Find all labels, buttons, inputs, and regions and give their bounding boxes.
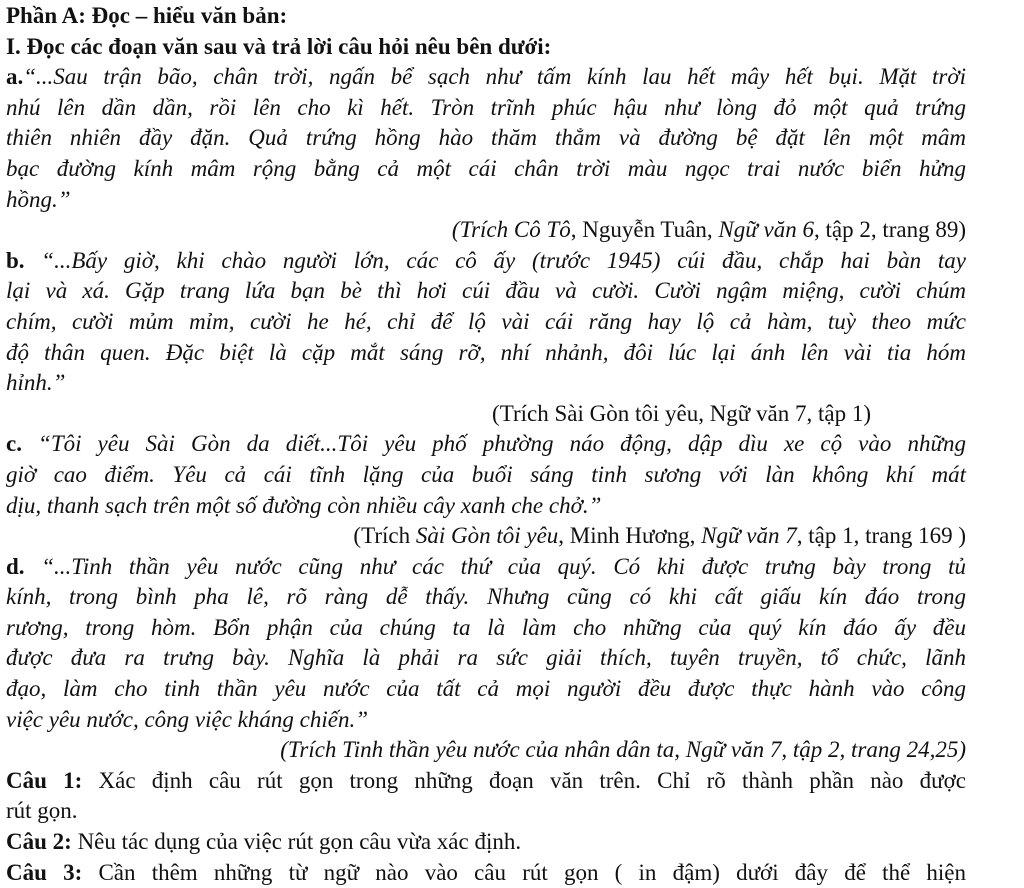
passage-b (6, 246, 966, 430)
passage-line: chím, cười mủm mỉm, cười he hé, chỉ để lộ vài cái răng hay lộ cả hàm, tuỳ theo mức (6, 308, 966, 334)
passage-line: rương, trong hòm. Bổn phận của chúng ta là làm cho những của quý kín đáo ấy đều (6, 614, 966, 640)
passage-line: giờ cao điểm. Yêu cả cái tĩnh lặng của buổi sáng tinh sương với làn không khí mát (6, 461, 966, 487)
question-label: Câu 2: (6, 829, 72, 855)
question-line: Câu 2: Nêu tác dụng của việc rút gọn câu vừa xác định. (6, 829, 522, 855)
passage-label: b. (6, 247, 25, 273)
document-page (6, 0, 966, 885)
source-citation: (Trích Sài Gòn tôi yêu, Minh Hương, Ngữ văn 7, tập 1, trang 169 ) (353, 523, 966, 549)
passage-line: được đưa ra trưng bày. Nghĩa là phải ra sức giải thích, tuyên truyền, tổ chức, lãnh (6, 645, 966, 671)
question-line: Câu 3: Cần thêm những từ ngữ nào vào câu rút gọn ( in đậm) dưới đây để thể hiện (6, 859, 966, 885)
passage-a (6, 62, 966, 246)
question-label: Câu 3: (6, 859, 83, 885)
question-3 (6, 858, 966, 885)
question-line: rút gọn. (6, 798, 78, 824)
passage-line: d. “...Tinh thần yêu nước cũng như các thứ của quý. Có khi được trưng bày trong tủ (6, 553, 966, 579)
passage-line: lại và xá. Gặp trang lứa bạn bè thì hơi cúi đầu và cười. Cười ngậm miệng, cười chúm (6, 278, 966, 304)
passage-line: độ thân quen. Đặc biệt là cặp mắt sáng rỡ, nhí nhảnh, đôi lúc lại ánh lên vài tia hóm (6, 339, 966, 365)
question-line: Câu 1: Xác định câu rút gọn trong những đoạn văn trên. Chỉ rõ thành phần nào được (6, 767, 966, 793)
passage-line: a.“...Sau trận bão, chân trời, ngấn bể sạch như tấm kính lau hết mây hết bụi. Mặt trời (6, 64, 966, 90)
passage-label: a. (6, 64, 24, 90)
passage-line: kính, trong bình pha lê, rõ ràng dễ thấy. Nhưng cũng có khi cất giấu kín đáo trong (6, 584, 966, 610)
section-heading: I. Đọc các đoạn văn sau và trả lời câu hỏi nêu bên dưới: (6, 33, 552, 59)
part-heading: Phần A: Đọc – hiểu văn bản: (6, 3, 288, 28)
passage-label: d. (6, 553, 25, 579)
passage-line: c. “Tôi yêu Sài Gòn da diết...Tôi yêu phố phường náo động, dập dìu xe cộ vào những (6, 431, 966, 457)
source-citation: (Trích Sài Gòn tôi yêu, Ngữ văn 7, tập 1) (492, 400, 871, 426)
passage-label: c. (6, 431, 22, 457)
question-2 (6, 827, 966, 858)
passage-line: hồng.” (6, 186, 71, 212)
passage-line: nhú lên dần dần, rồi lên cho kì hết. Tròn trĩnh phúc hậu như lòng đỏ một quả trứng (6, 94, 966, 120)
question-1 (6, 766, 966, 827)
source-citation: (Trích Cô Tô, Nguyễn Tuân, Ngữ văn 6, tập 2, trang 89) (451, 217, 966, 243)
passage-line: dịu, thanh sạch trên một số đường còn nhiều cây xanh che chở.” (6, 492, 602, 518)
source-citation: (Trích Tinh thần yêu nước của nhân dân ta, Ngữ văn 7, tập 2, trang 24,25) (280, 737, 966, 763)
passage-line: việc yêu nước, công việc kháng chiến.” (6, 706, 368, 732)
passage-line: đạo, làm cho tinh thần yêu nước của tất cả mọi người đều được thực hành vào công (6, 676, 966, 702)
question-label: Câu 1: (6, 767, 83, 793)
passage-line: thiên nhiên đầy đặn. Quả trứng hồng hào thăm thẳm và đường bệ đặt lên một mâm (6, 125, 966, 151)
passage-line: hỉnh.” (6, 370, 66, 396)
passage-line: b. “...Bấy giờ, khi chào người lớn, các cô ấy (trước 1945) cúi đầu, chắp hai bàn tay (6, 247, 966, 273)
passage-c (6, 429, 966, 551)
passage-d (6, 552, 966, 766)
passage-line: bạc đường kính mâm rộng bằng cả một cái chân trời màu ngọc trai nước biển hửng (6, 155, 966, 181)
